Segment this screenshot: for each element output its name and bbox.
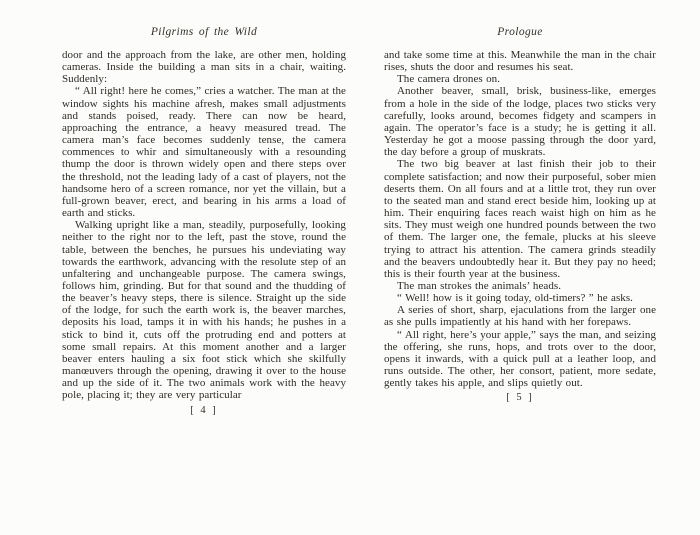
left-page <box>62 26 346 416</box>
running-header-right: Prologue <box>497 26 543 38</box>
body-paragraph: “ Well! how is it going today, old-timers? ” he asks. <box>397 292 633 305</box>
body-paragraph: door and the approach from the lake, are other men, holding cameras. Inside the building a man sits in a chair, waiting. Suddenly: <box>62 49 346 86</box>
page-number-right: [ 5 ] <box>506 392 534 404</box>
body-paragraph: The camera drones on. <box>397 73 501 86</box>
body-paragraph: “ All right! here he comes,” cries a watcher. The man at the window sights his machine afresh, makes small adjustments and stands poised, ready. There can now be heard, approaching the entrance, a heavy measured tread. The camera man’s face becomes suddenly tense, the camera commences to whir and simultaneously with a resounding thump the door is thrown widely open and there steps over the threshold, not the leading lady of a cast of players, not the handsome hero of a screen romance, nor yet the villain, but a full-grown beaver, erect, and bearing in his arms a load of earth and sticks. <box>62 85 346 220</box>
right-page-body <box>384 49 656 389</box>
body-paragraph: Walking upright like a man, steadily, purposefully, looking neither to the right nor to the left, past the stove, round the table, between the benches, he pursues his undeviating way towards the earthwork, advancing with the resolute step of an unfaltering and unchangeable purpose. The camera swings, follows him, grinding. But for that sound and the thudding of the beaver’s heavy steps, there is silence. Straight up the side of the lodge, for such the earth work is, the beaver marches, deposits his load, tamps it in with his hands; he pushes in a stick to bind it, cuts off the protruding end and potters at some small repairs. At this moment another and a larger beaver enters hauling a six foot stick which she skilfully manœuvers through the opening, drawing it over to the house and up the side of it. The two animals work with the heavy pole, placing it; they are very particular <box>62 219 346 402</box>
right-page <box>384 26 656 403</box>
running-header-left: Pilgrims of the Wild <box>150 26 258 38</box>
body-paragraph: Another beaver, small, brisk, business-like, emerges from a hole in the side of the lodge, places two sticks very carefully, looks around, becomes fidgety and scampers in again. The operator’s face is a study; he is getting it all. Yesterday he got a moose passing through the door yard, the day before a group of muskrats. <box>384 85 656 159</box>
body-paragraph: and take some time at this. Meanwhile the man in the chair rises, shuts the door and resumes his seat. <box>384 49 656 74</box>
left-page-body <box>62 49 346 402</box>
page-number-left: [ 4 ] <box>190 404 218 416</box>
body-paragraph: The man strokes the animals’ heads. <box>397 279 561 292</box>
body-paragraph: A series of short, sharp, ejaculations from the larger one as she pulls impatiently at his hand with her forepaws. <box>384 304 656 329</box>
body-paragraph: The two big beaver at last finish their job to their complete satisfaction; and now their purposeful, sober mien deserts them. On all fours and at a little trot, they run over to the seated man and stand erect beside him, looking up at him. Their enquiring faces reach waist high on him as he sits. They must weigh one hundred pounds between the two of them. The larger one, the female, plucks at his sleeve trying to attract his attention. The camera grinds steadily and the beavers undoubtedly hear it. But they pay no heed; this is their fourth year at the business. <box>384 158 656 280</box>
body-paragraph: “ All right, here’s your apple,” says the man, and seizing the offering, she runs, hops, and trots over to the door, opens it inwards, with a quick pull at a leather loop, and runs outside. The other, her consort, patient, more sedate, gently takes his apple, and slips quietly out. <box>384 328 656 390</box>
